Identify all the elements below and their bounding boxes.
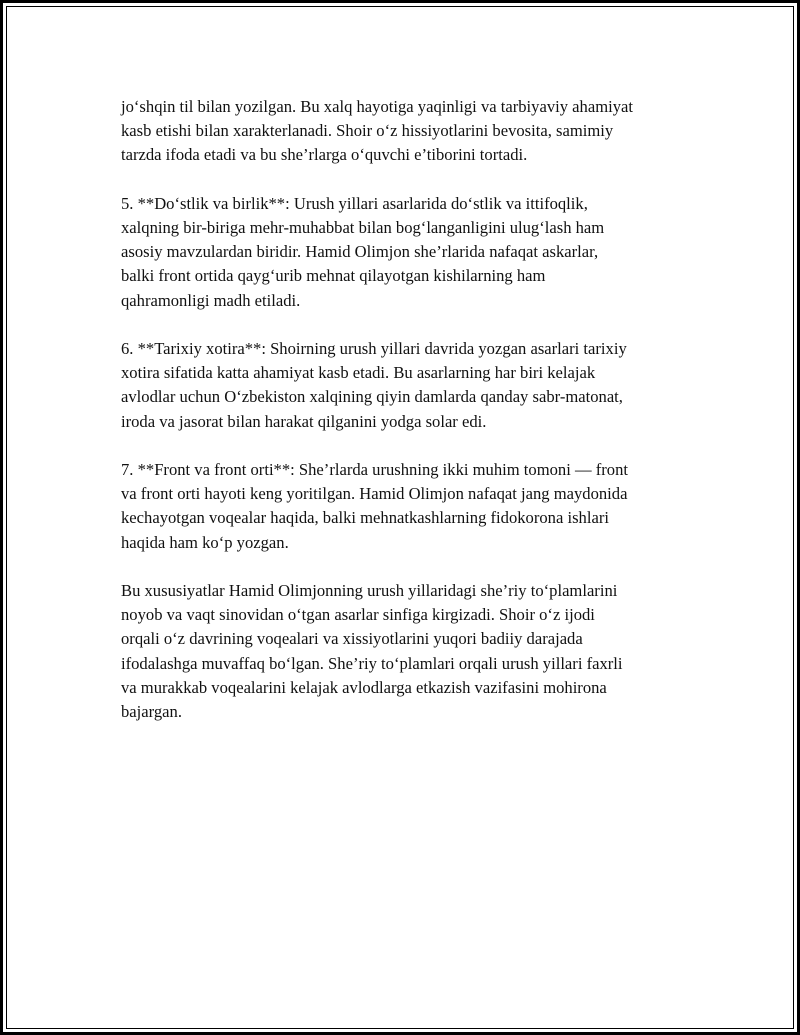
paragraph-point-5	[121, 192, 691, 313]
document-body	[121, 95, 691, 748]
text-line: balki front ortida qayg‘urib mehnat qilayotgan kishilarning ham	[121, 266, 546, 286]
text-line: noyob va vaqt sinovidan o‘tgan asarlar sinfiga kirgizadi. Shoir o‘z ijodi	[121, 605, 595, 625]
text-line: 7. **Front va front orti**: She’rlarda urushning ikki muhim tomoni — front	[121, 460, 628, 479]
text-line: Bu xususiyatlar Hamid Olimjonning urush yillaridagi she’riy to‘plamlarini	[121, 581, 618, 600]
text-line: xalqning bir-biriga mehr-muhabbat bilan bog‘langanligini ulug‘lash ham	[121, 218, 605, 237]
text-line: va front orti hayoti keng yoritilgan. Hamid Olimjon nafaqat jang maydonida	[121, 484, 628, 504]
text-line: iroda va jasorat bilan harakat qilganini yodga solar edi.	[121, 411, 487, 431]
text-line: tarzda ifoda etadi va bu she’rlarga o‘quvchi e’tiborini tortadi.	[121, 145, 528, 165]
text-line: 6. **Tarixiy xotira**: Shoirning urush yillari davrida yozgan asarlari tarixiy	[121, 339, 627, 358]
text-line: qahramonligi madh etiladi.	[121, 290, 301, 310]
text-line: bajargan.	[121, 702, 182, 722]
text-line: avlodlar uchun O‘zbekiston xalqining qiyin damlarda qanday sabr-matonat,	[121, 387, 623, 407]
text-line: kasb etishi bilan xarakterlanadi. Shoir o‘z hissiyotlarini bevosita, samimiy	[121, 121, 614, 141]
text-line: va murakkab voqealarini kelajak avlodlarga etkazish vazifasini mohirona	[121, 677, 607, 697]
text-line: jo‘shqin til bilan yozilgan. Bu xalq hayotiga yaqinligi va tarbiyaviy ahamiyat	[121, 97, 633, 116]
text-line: xotira sifatida katta ahamiyat kasb etadi. Bu asarlarning har biri kelajak	[121, 363, 596, 383]
paragraph-conclusion	[121, 579, 691, 724]
text-line: haqida ham ko‘p yozgan.	[121, 532, 289, 552]
paragraph-point-7	[121, 458, 691, 555]
text-line: ifodalashga muvaffaq bo‘lgan. She’riy to‘plamlari orqali urush yillari faxrli	[121, 653, 623, 673]
paragraph-point-6	[121, 337, 691, 434]
text-line: kechayotgan voqealar haqida, balki mehnatkashlarning fidokorona ishlari	[121, 508, 609, 528]
text-line: asosiy mavzulardan biridir. Hamid Olimjon she’rlarida nafaqat askarlar,	[121, 242, 599, 262]
text-line: 5. **Do‘stlik va birlik**: Urush yillari asarlarida do‘stlik va ittifoqlik,	[121, 193, 588, 213]
paragraph-intro-continuation	[121, 95, 691, 168]
text-line: orqali o‘z davrining voqealari va xissiyotlarini yuqori badiiy darajada	[121, 629, 583, 649]
